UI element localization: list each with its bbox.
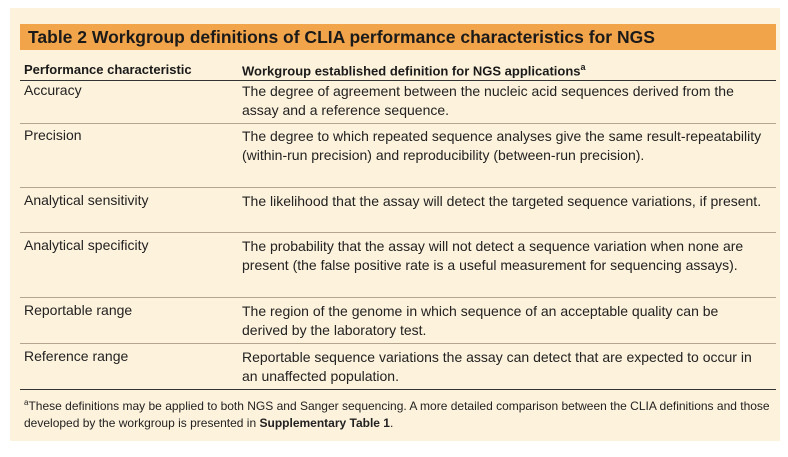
- row-definition: The probability that the assay will not detect a sequence variation when none are present (the false positive rate is a useful measurement for sequencing assays).: [242, 238, 744, 273]
- table-panel: [10, 8, 780, 441]
- row-characteristic: Analytical specificity: [24, 237, 149, 253]
- footnote-marker: a: [24, 398, 29, 407]
- row-divider: [20, 123, 776, 124]
- row-definition: The region of the genome in which sequence of an acceptable quality can be derived by the laboratory test.: [242, 303, 719, 338]
- row-characteristic: Accuracy: [24, 82, 82, 98]
- row-divider: [20, 232, 776, 233]
- footnote-text: These definitions may be applied to both NGS and Sanger sequencing. A more detailed comparison between the CLIA definitions and those developed by the workgroup is presented in: [24, 399, 770, 430]
- footnote-end: .: [389, 416, 394, 430]
- table-title-bar: [20, 24, 776, 50]
- row-characteristic: Reference range: [24, 348, 129, 364]
- row-divider: [20, 343, 776, 344]
- column-header-definition: [242, 62, 586, 78]
- column-header-characteristic: Performance characteristic: [24, 62, 192, 77]
- row-characteristic: Reportable range: [24, 302, 133, 318]
- header-rule: [20, 80, 776, 81]
- footnote-marker: a: [580, 62, 586, 72]
- row-characteristic: Analytical sensitivity: [24, 192, 149, 208]
- column-header-definition-text: Workgroup established definition for NGS applications: [242, 63, 581, 79]
- row-definition: Reportable sequence variations the assay can detect that are expected to occur in an unaffected population.: [242, 349, 752, 384]
- row-divider: [20, 187, 776, 188]
- row-definition: The degree to which repeated sequence analyses give the same result-repeatability (within-run precision) and reproducibility (between-run precision).: [242, 128, 762, 163]
- table-title: Table 2 Workgroup definitions of CLIA performance characteristics for NGS: [28, 27, 655, 47]
- row-divider: [20, 297, 776, 298]
- table-bottom-rule: [20, 389, 776, 390]
- row-definition: The likelihood that the assay will detect the targeted sequence variations, if present.: [242, 193, 762, 209]
- row-characteristic: Precision: [24, 127, 82, 143]
- row-definition: The degree of agreement between the nucleic acid sequences derived from the assay and a reference sequence.: [242, 83, 734, 118]
- supplementary-table-link: Supplementary Table 1: [259, 416, 390, 430]
- table-footnote: [24, 394, 772, 432]
